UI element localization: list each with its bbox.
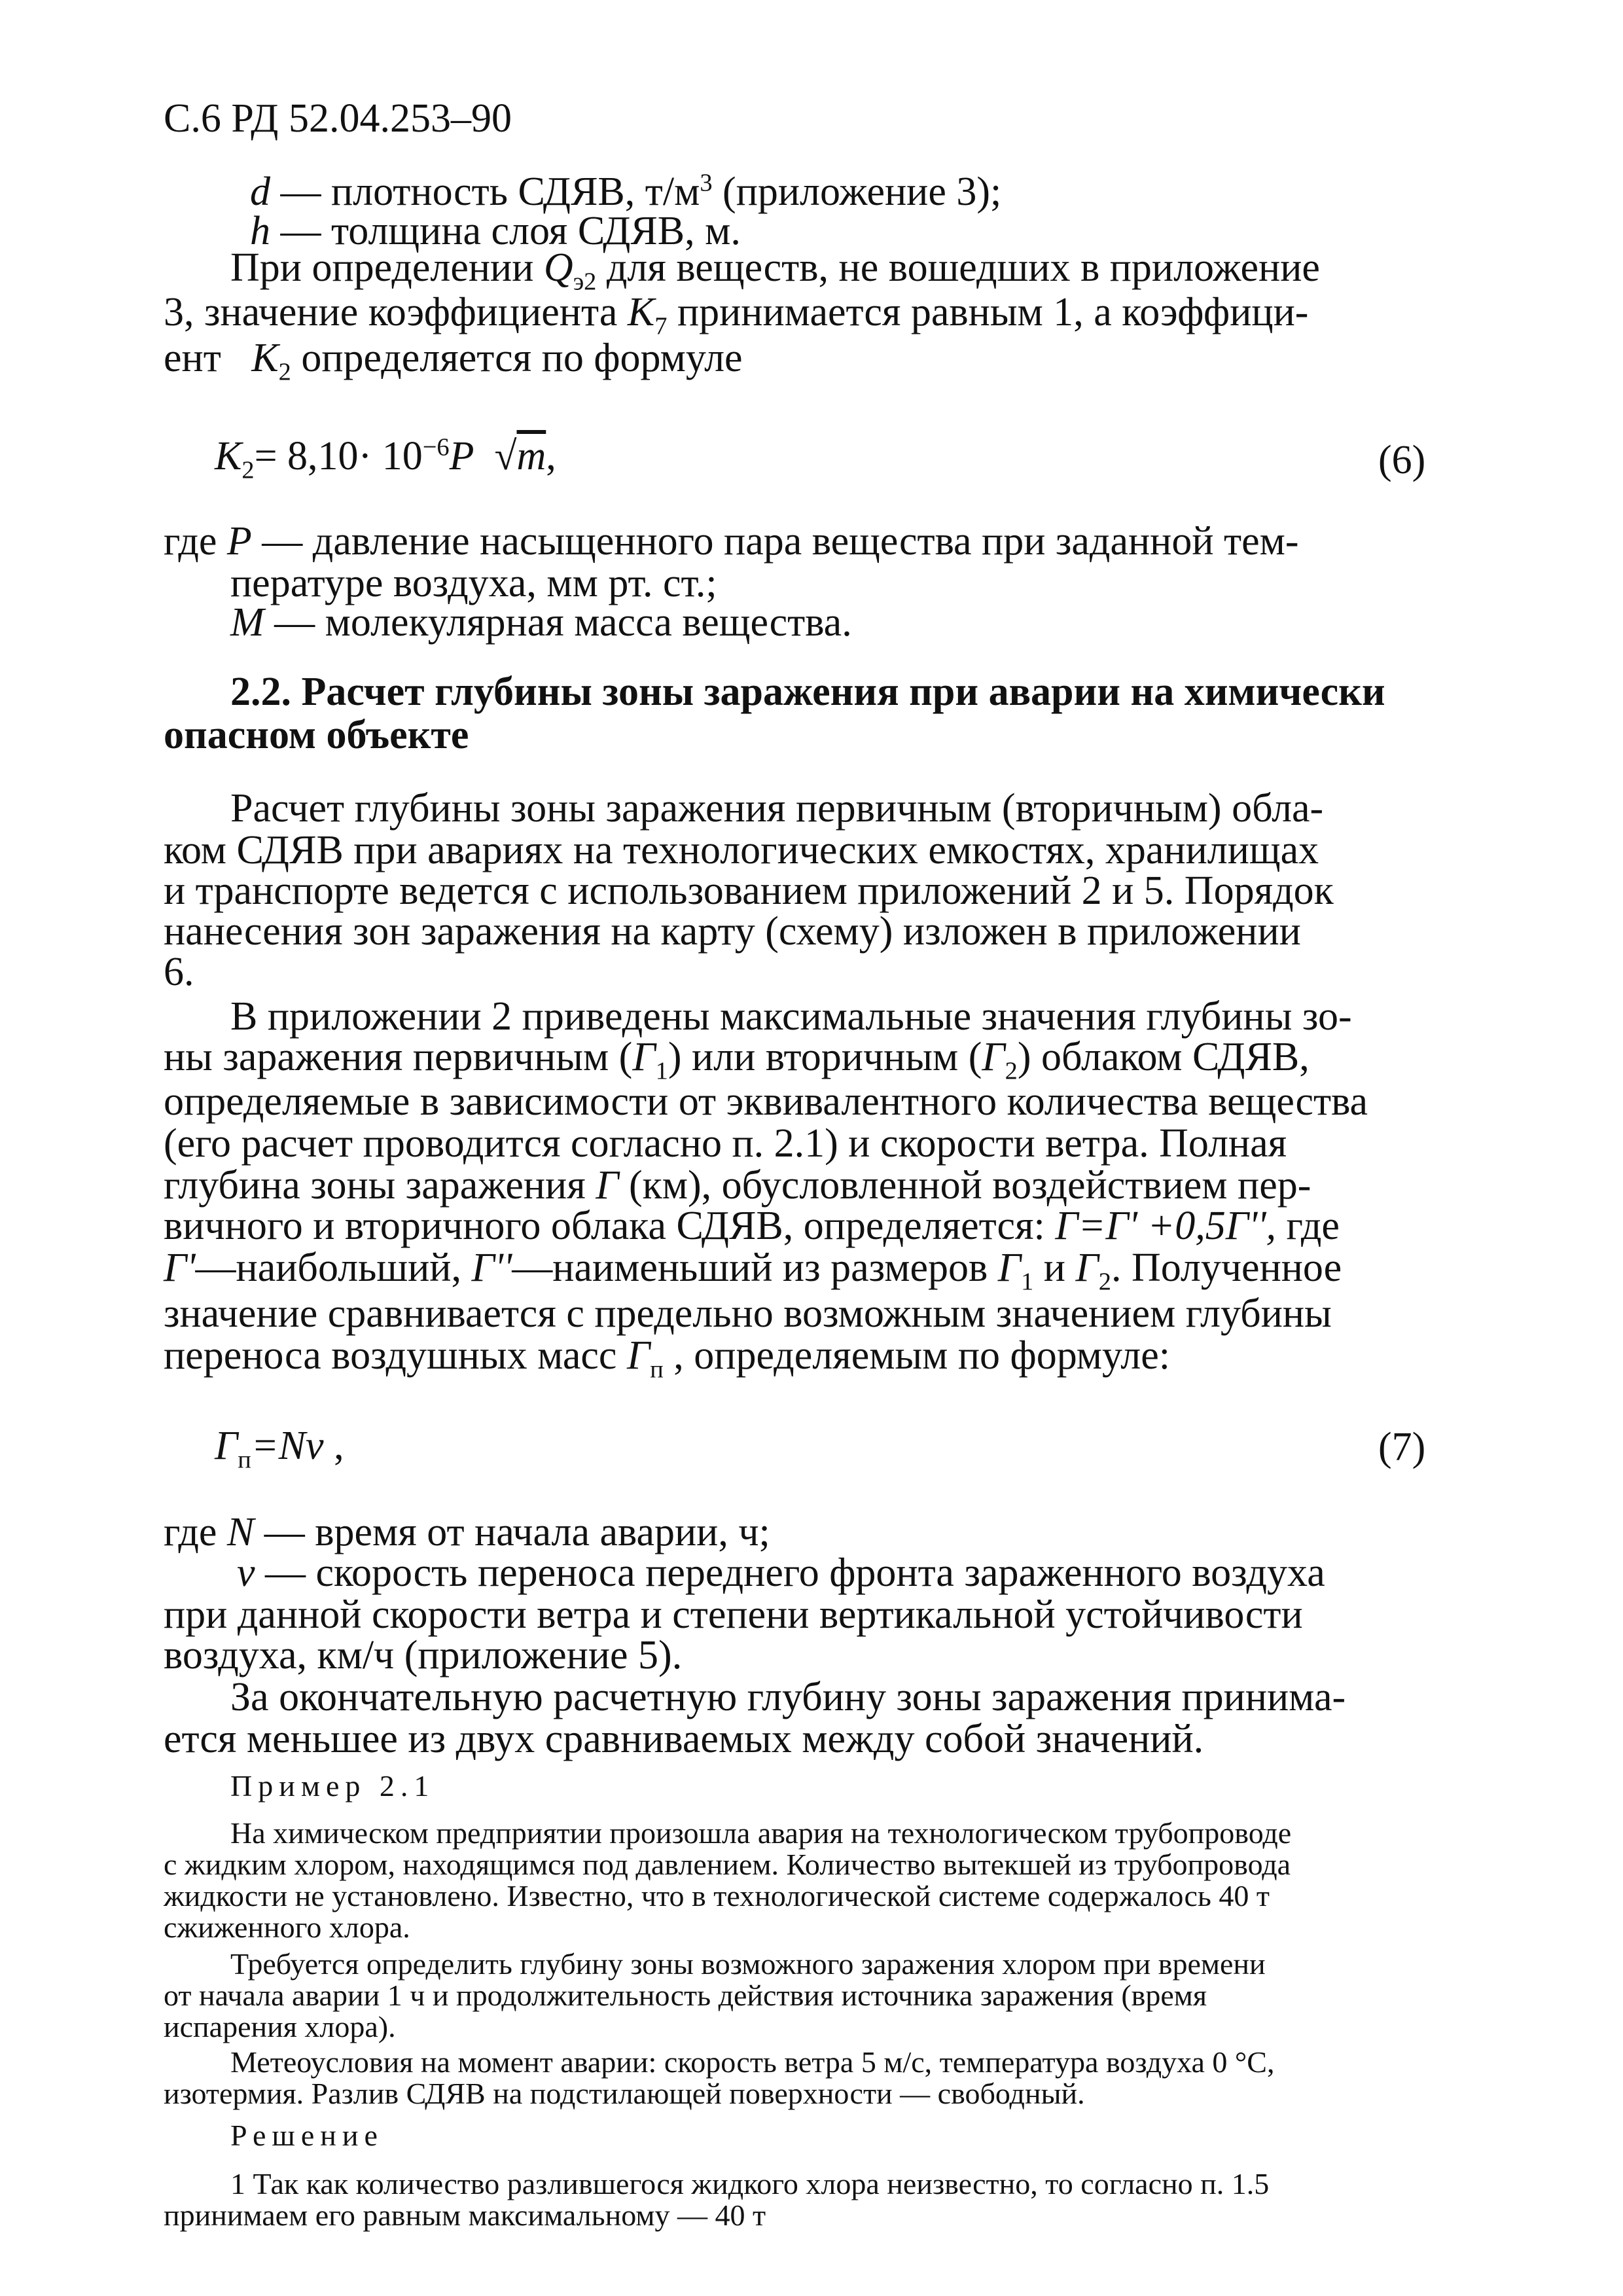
symbol-k7: K (627, 290, 655, 334)
para4-line1: За окончательную расчетную глубину зоны заражения принима- (230, 1675, 1346, 1719)
text: определяется по формуле (301, 336, 743, 380)
para3-line2 (164, 1035, 1310, 1085)
symbol-p: P (449, 434, 474, 478)
example-p1-line: жидкости не установлено. Известно, что в технологической системе содержалось 40 т (164, 1879, 1270, 1912)
symbol-k7-sub: 7 (654, 312, 668, 340)
symbol-g: Г (997, 1246, 1022, 1290)
definition-p-line2: пературе воздуха, мм рт. ст.; (230, 561, 717, 605)
text: — время от начала аварии, ч; (264, 1510, 770, 1554)
symbol-q-sub: э2 (573, 268, 597, 296)
symbol-k2-sub: 2 (278, 358, 291, 386)
symbol-g-sub: 1 (1021, 1268, 1034, 1296)
symbol-g: Г (1075, 1246, 1099, 1290)
symbol-g-sub: 2 (1005, 1057, 1018, 1085)
symbol-g-sub: 2 (1098, 1268, 1111, 1296)
definition-d (250, 171, 1001, 212)
text: При определении (230, 245, 534, 290)
example-p3-line: Метеоусловия на момент аварии: скорость ветра 5 м/с, температура воздуха 0 °С, (230, 2045, 1275, 2079)
page-header: С.6 РД 52.04.253–90 (164, 96, 512, 141)
para4-line2: ется меньшее из двух сравниваемых между собой значений. (164, 1717, 1204, 1761)
symbol-g: Г (632, 1035, 656, 1079)
sqrt-sign: √ (494, 434, 517, 478)
text: где (164, 519, 217, 564)
formula-7-number: (7) (1378, 1425, 1426, 1469)
text: — молекулярная масса вещества. (274, 600, 852, 645)
example-p2-line: Требуется определить глубину зоны возможного заражения хлором при времени (230, 1947, 1266, 1981)
text: 3, значение коэффициента (164, 290, 618, 334)
definition-d-text: — плотность СДЯВ, т/м (280, 170, 700, 214)
section-heading-line2: опасном объекте (164, 713, 469, 757)
symbol-h: h (250, 209, 270, 253)
para2-line3: и транспорте ведется с использованием приложений 2 и 5. Порядок (164, 869, 1334, 913)
symbol-k2: K (251, 336, 279, 380)
formula-6 (215, 433, 556, 484)
symbol-k-sub: 2 (241, 456, 255, 484)
text: где (1286, 1204, 1340, 1248)
text: переноса воздушных масс (164, 1333, 617, 1378)
para2-line2: ком СДЯВ при авариях на технологических емкостях, хранилищах (164, 828, 1319, 872)
text: (км), обусловленной воздействием пер- (629, 1163, 1311, 1208)
text: принимается равным 1, а коэффици- (677, 290, 1309, 334)
text: где (164, 1510, 217, 1554)
formula-expr: =Nv (251, 1424, 324, 1468)
example-p1-line: сжиженного хлора. (164, 1910, 410, 1944)
definition-v-line3: воздуха, км/ч (приложение 5). (164, 1633, 683, 1677)
para2-line5: 6. (164, 950, 194, 994)
formula-tail: , (546, 434, 556, 478)
text: —наименьший из размеров (512, 1246, 988, 1290)
para3-line6 (164, 1206, 1340, 1246)
solution-line: 1 Так как количество разлившегося жидкого хлора неизвестно, то согласно п. 1.5 (230, 2167, 1270, 2200)
symbol-g-double-prime: Г'' (471, 1246, 512, 1290)
example-p1-line: с жидким хлором, находящимся под давлением. Количество вытекшей из трубопровода (164, 1848, 1291, 1881)
para3-line8: значение сравнивается с предельно возможным значением глубины (164, 1291, 1332, 1336)
section-heading-line1: 2.2. Расчет глубины зоны заражения при аварии на химически (230, 670, 1385, 714)
example-title: Пример 2.1 (230, 1769, 435, 1803)
symbol-g-sub: п (650, 1355, 664, 1384)
text: для веществ, не вошедших в приложение (606, 245, 1320, 290)
text: . Полученное (1111, 1246, 1342, 1290)
para1-line3 (164, 336, 743, 386)
para1-line1 (230, 245, 1320, 296)
symbol-g: Г (596, 1163, 619, 1208)
formula-tail: , (334, 1424, 344, 1468)
symbol-d: d (250, 170, 270, 214)
text: ) или вторичным ( (668, 1035, 982, 1079)
text: — скорость переноса переднего фронта зараженного воздуха (265, 1551, 1325, 1595)
solution-title: Решение (230, 2119, 383, 2152)
symbol-q: Q (543, 245, 573, 290)
symbol-n: N (226, 1510, 255, 1554)
para2-line4: нанесения зон заражения на карту (схему) изложен в приложении (164, 909, 1301, 954)
symbol-g: Г (626, 1333, 651, 1378)
solution-line: принимаем его равным максимальному — 40 т (164, 2198, 766, 2232)
definition-n (164, 1512, 770, 1552)
text: ент (164, 336, 221, 380)
example-p2-line: испарения хлора). (164, 2010, 396, 2043)
symbol-k: K (215, 434, 242, 478)
symbol-g-sub: 1 (655, 1057, 668, 1085)
depth-formula: Г=Г' +0,5Г'', (1055, 1204, 1277, 1248)
symbol-p: P (226, 519, 252, 564)
symbol-m: M (230, 600, 264, 645)
text: и (1043, 1246, 1065, 1290)
definition-d-tail: (приложение 3); (722, 170, 1002, 214)
symbol-g: Г (982, 1035, 1005, 1079)
example-p2-line: от начала аварии 1 ч и продолжительность действия источника заражения (время (164, 1979, 1207, 2012)
formula-7 (215, 1424, 344, 1474)
definition-v (237, 1552, 1325, 1593)
para3-line1: В приложении 2 приведены максимальные значения глубины зо- (230, 994, 1352, 1039)
symbol-g-sub: п (238, 1446, 251, 1474)
example-p1-line: На химическом предприятии произошла авария на технологическом трубопроводе (230, 1816, 1292, 1850)
para2-line1: Расчет глубины зоны заражения первичным (вторичным) обла- (230, 786, 1324, 831)
para3-line9 (164, 1333, 1170, 1384)
formula-6-number: (6) (1378, 438, 1426, 482)
text: ны заражения первичным ( (164, 1035, 633, 1079)
formula-expr: = 8,10· 10 (254, 434, 423, 478)
text: ) облаком СДЯВ, (1017, 1035, 1310, 1079)
example-p3-line: изотермия. Разлив СДЯВ на подстилающей поверхности — свободный. (164, 2077, 1085, 2110)
definition-h-text: — толщина слоя СДЯВ, м. (280, 209, 741, 253)
formula-exp: −6 (422, 433, 450, 461)
text: —наибольший, (195, 1246, 461, 1290)
para3-line7 (164, 1246, 1342, 1296)
definition-v-line2: при данной скорости ветра и степени вертикальной устойчивости (164, 1592, 1303, 1637)
definition-m (230, 602, 852, 643)
text: , определяемым по формуле: (673, 1333, 1170, 1378)
para3-line4: (его расчет проводится согласно п. 2.1) и скорости ветра. Полная (164, 1121, 1287, 1166)
text: вичного и вторичного облака СДЯВ, определяется: (164, 1204, 1045, 1248)
symbol-m: m (516, 434, 546, 478)
definition-p (164, 521, 1299, 562)
symbol-g-prime: Г' (164, 1246, 196, 1290)
definition-d-sup: 3 (700, 169, 713, 197)
symbol-v: v (237, 1551, 255, 1595)
para3-line5 (164, 1165, 1311, 1206)
symbol-g: Г (215, 1424, 238, 1468)
para3-line3: определяемые в зависимости от эквивалентного количества вещества (164, 1079, 1368, 1124)
text: — давление насыщенного пара вещества при заданной тем- (262, 519, 1299, 564)
para1-line2 (164, 290, 1309, 340)
text: глубина зоны заражения (164, 1163, 586, 1208)
